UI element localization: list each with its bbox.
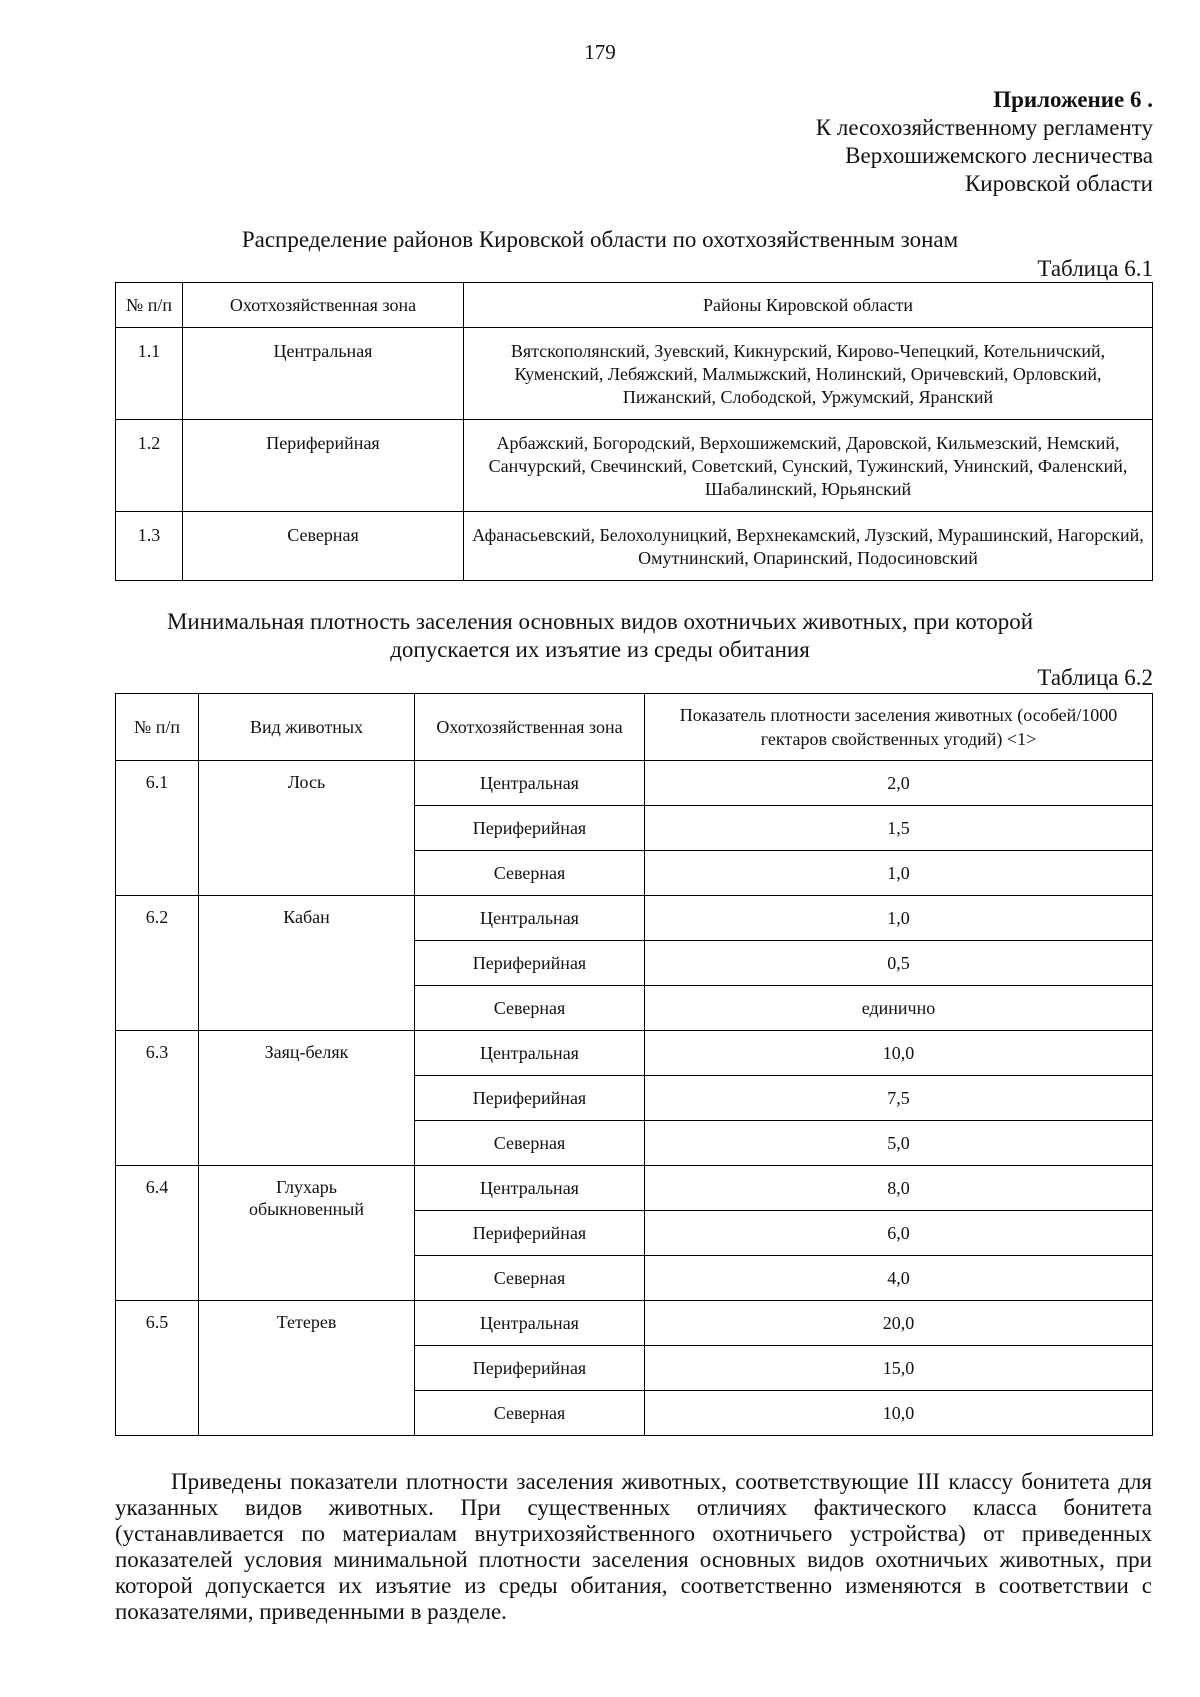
column-header: Показатель плотности заселения животных (особей/1000 гектаров свойственных угодий) <1> bbox=[645, 694, 1153, 761]
districts-cell: Арбажский, Богородский, Верхошижемский, Даровской, Кильмезский, Немский, Санчурский, Свечинский, Советский, Сунский, Тужинский, Унинский, Фаленский, Шабалинский, Юрьянский bbox=[464, 420, 1153, 512]
row-number: 6.4 bbox=[116, 1166, 199, 1301]
table-row bbox=[116, 512, 1153, 581]
zone-cell: Центральная bbox=[183, 328, 464, 420]
zone-cell: Северная bbox=[415, 851, 645, 896]
table2-caption: Минимальная плотность заселения основных видов охотничьих животных, при которой bbox=[166, 609, 1034, 634]
zone-cell: Периферийная bbox=[415, 1076, 645, 1121]
page-number: 179 bbox=[584, 40, 616, 64]
species-cell: Кабан bbox=[199, 896, 415, 1031]
column-header: Районы Кировской области bbox=[464, 283, 1153, 328]
row-number: 1.2 bbox=[116, 420, 183, 512]
districts-cell: Вятскополянский, Зуевский, Кикнурский, Кирово-Чепецкий, Котельничский, Куменский, Лебяжский, Малмыжский, Нолинский, Оричевский, Орловский, Пижанский, Слободской, Уржумский, Яранский bbox=[464, 328, 1153, 420]
table1-caption: Распределение районов Кировской области по охотхозяйственным зонам bbox=[241, 227, 959, 252]
table-row bbox=[116, 328, 1153, 420]
column-header: Охотхозяйственная зона bbox=[183, 283, 464, 328]
density-value: 15,0 bbox=[645, 1346, 1153, 1391]
density-value: 1,5 bbox=[645, 806, 1153, 851]
zone-cell: Периферийная bbox=[183, 420, 464, 512]
zone-cell: Центральная bbox=[415, 1301, 645, 1346]
districts-cell: Афанасьевский, Белохолуницкий, Верхнекамский, Лузский, Мурашинский, Нагорский, Омутнинский, Опаринский, Подосиновский bbox=[464, 512, 1153, 581]
table-row bbox=[116, 761, 1153, 806]
appendix-subtitle-line: Верхошижемского лесничества bbox=[845, 143, 1153, 168]
species-cell: Заяц-беляк bbox=[199, 1031, 415, 1166]
row-number: 6.3 bbox=[116, 1031, 199, 1166]
zone-cell: Северная bbox=[415, 1391, 645, 1436]
table-row bbox=[116, 1166, 1153, 1211]
zone-cell: Северная bbox=[415, 986, 645, 1031]
species-cell: Глухарь обыкновенный bbox=[199, 1166, 415, 1301]
table-header-row bbox=[116, 694, 1153, 761]
density-value: 6,0 bbox=[645, 1211, 1153, 1256]
zone-cell: Центральная bbox=[415, 761, 645, 806]
density-value: 2,0 bbox=[645, 761, 1153, 806]
table1-label: Таблица 6.1 bbox=[1037, 256, 1153, 281]
table-row bbox=[116, 896, 1153, 941]
row-number: 6.5 bbox=[116, 1301, 199, 1436]
table-row bbox=[116, 1031, 1153, 1076]
column-header: № п/п bbox=[116, 694, 199, 761]
density-value: 1,0 bbox=[645, 896, 1153, 941]
density-value: 1,0 bbox=[645, 851, 1153, 896]
density-value: 20,0 bbox=[645, 1301, 1153, 1346]
density-value: единично bbox=[645, 986, 1153, 1031]
column-header: Охотхозяйственная зона bbox=[415, 694, 645, 761]
density-value: 7,5 bbox=[645, 1076, 1153, 1121]
species-cell: Лось bbox=[199, 761, 415, 896]
appendix-title: Приложение 6 . bbox=[993, 87, 1153, 112]
species-cell: Тетерев bbox=[199, 1301, 415, 1436]
zone-cell: Периферийная bbox=[415, 1211, 645, 1256]
table-header-row bbox=[116, 283, 1153, 328]
zone-cell: Центральная bbox=[415, 1031, 645, 1076]
table-row bbox=[116, 1301, 1153, 1346]
density-table bbox=[115, 693, 1153, 1436]
density-value: 8,0 bbox=[645, 1166, 1153, 1211]
table-row bbox=[116, 420, 1153, 512]
zone-cell: Периферийная bbox=[415, 941, 645, 986]
footnote-paragraph: Приведены показатели плотности заселения животных, соответствующие III классу бонитета для указанных видов животных. При существенных отличиях фактического класса бонитета (устанавливается по материалам внутрихозяйственного охотничьего устройства) от приведенных показателей условия минимальной плотности заселения основных видов охотничьих животных, при которой допускается их изъятие из среды обитания, соответственно изменяются в соответствии с показателями, приведенными в разделе. bbox=[115, 1469, 1152, 1624]
density-value: 0,5 bbox=[645, 941, 1153, 986]
zone-cell: Центральная bbox=[415, 896, 645, 941]
zone-cell: Периферийная bbox=[415, 806, 645, 851]
density-value: 10,0 bbox=[645, 1031, 1153, 1076]
zone-cell: Периферийная bbox=[415, 1346, 645, 1391]
appendix-subtitle-line: Кировской области bbox=[964, 171, 1153, 196]
districts-zones-table bbox=[115, 282, 1153, 581]
density-value: 5,0 bbox=[645, 1121, 1153, 1166]
row-number: 1.3 bbox=[116, 512, 183, 581]
table2-label: Таблица 6.2 bbox=[1037, 665, 1153, 690]
column-header: Вид животных bbox=[199, 694, 415, 761]
table2-caption: допускается их изъятие из среды обитания bbox=[390, 637, 810, 662]
zone-cell: Северная bbox=[183, 512, 464, 581]
row-number: 6.2 bbox=[116, 896, 199, 1031]
appendix-subtitle-line: К лесохозяйственному регламенту bbox=[815, 115, 1153, 140]
zone-cell: Северная bbox=[415, 1256, 645, 1301]
zone-cell: Центральная bbox=[415, 1166, 645, 1211]
row-number: 6.1 bbox=[116, 761, 199, 896]
row-number: 1.1 bbox=[116, 328, 183, 420]
column-header: № п/п bbox=[116, 283, 183, 328]
density-value: 10,0 bbox=[645, 1391, 1153, 1436]
zone-cell: Северная bbox=[415, 1121, 645, 1166]
density-value: 4,0 bbox=[645, 1256, 1153, 1301]
